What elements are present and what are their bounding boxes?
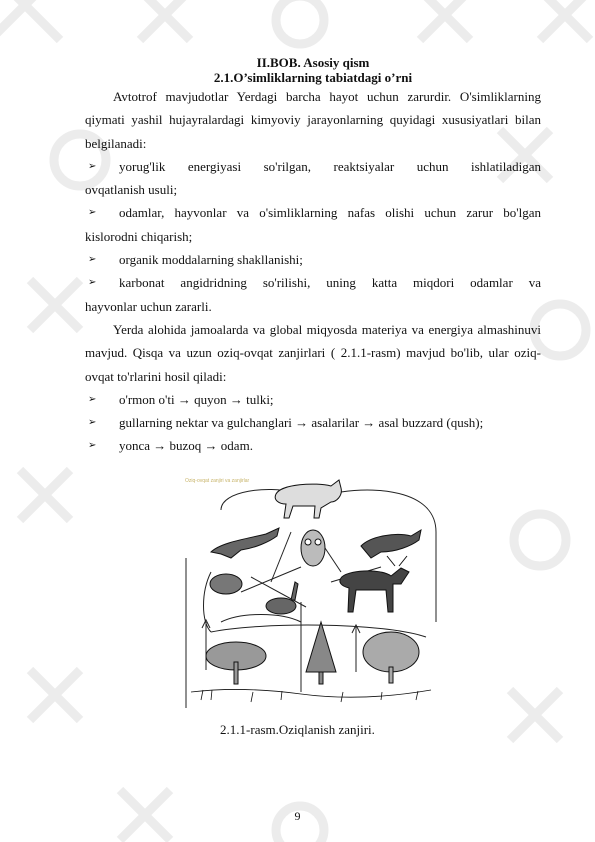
weasel-icon	[211, 528, 279, 558]
arrow-bullet-icon: ➢	[88, 277, 97, 289]
list-item-continuation: hayvonlar uchun zararli.	[85, 298, 212, 314]
grass-icon	[191, 689, 431, 702]
hare-icon	[266, 582, 298, 614]
intro-paragraph: Avtotrof mavjudotlar Yerdagi barcha hayot uchun zarurdir. O'simliklarning qiymati yashil hujayralardagi kimyoviy jarayonlarning quyidagi xususiyatlari bilan belgilanadi:	[85, 89, 541, 151]
moose-icon	[340, 556, 409, 612]
list-item	[85, 434, 541, 457]
list-item	[85, 271, 541, 318]
list-item	[85, 411, 541, 434]
arrow-bullet-icon: ➢	[88, 160, 97, 172]
wolf-icon	[275, 480, 341, 518]
fox-icon	[361, 530, 421, 558]
list-item-continuation: kislorodni chiqarish;	[85, 228, 193, 244]
list-item-text: karbonat angidridning so'rilishi, uning katta miqdori odamlar va	[119, 275, 541, 291]
tree-icon	[363, 632, 419, 683]
arrow-bullet-icon: ➢	[88, 417, 97, 429]
arrow-bullet-icon: ➢	[88, 207, 97, 219]
exchange-paragraph: Yerda alohida jamoalarda va global miqyosda materiya va energiya almashinuvi mavjud. Qisqa va uzun oziq-ovqat zanjirlari ( 2.1.1-rasm) mavjud bo'lib, ular oziq-ovqat to'rlarini hosil qiladi:	[85, 321, 541, 384]
chapter-heading: II.BOB. Asosiy qism	[256, 55, 370, 70]
list-item	[85, 155, 541, 202]
food-chain-text: o'rmon o'ti → quyon → tulki;	[119, 391, 274, 407]
arrow-bullet-icon: ➢	[88, 440, 97, 452]
list-item-text: yorug'lik energiyasi so'rilgan, reaktsiyalar uchun ishlatiladigan	[119, 158, 541, 174]
section-heading: 2.1.O’simliklarning tabiatdagi o’rni	[213, 70, 413, 85]
food-chain-text: yonca → buzoq → odam.	[119, 438, 253, 454]
tree-icon	[206, 642, 266, 684]
food-chain-text: gullarning nektar va gulchanglari → asalarilar → asal buzzard (qush);	[119, 415, 484, 431]
list-item-text: organik moddalarning shakllanishi;	[119, 252, 303, 268]
arrow-bullet-icon: ➢	[88, 254, 97, 266]
pine-tree-icon	[306, 622, 336, 684]
hamster-icon	[210, 574, 242, 594]
owl-icon	[301, 530, 325, 566]
list-item-text: odamlar, hayvonlar va o'simliklarning nafas olishi uchun zarur bo'lgan	[119, 205, 541, 221]
page-number: 9	[294, 809, 301, 823]
figure-caption: 2.1.1-rasm.Oziqlanish zanjiri.	[220, 722, 375, 737]
figure-header: Oziq-ovqat zanjiri va zanjirlar	[185, 478, 250, 484]
list-item	[85, 248, 541, 271]
arrow-bullet-icon: ➢	[88, 393, 97, 405]
list-item	[85, 201, 541, 248]
document-body	[85, 56, 541, 458]
food-web-figure	[181, 472, 441, 708]
list-item	[85, 388, 541, 411]
list-item-continuation: ovqatlanish usuli;	[85, 182, 178, 198]
